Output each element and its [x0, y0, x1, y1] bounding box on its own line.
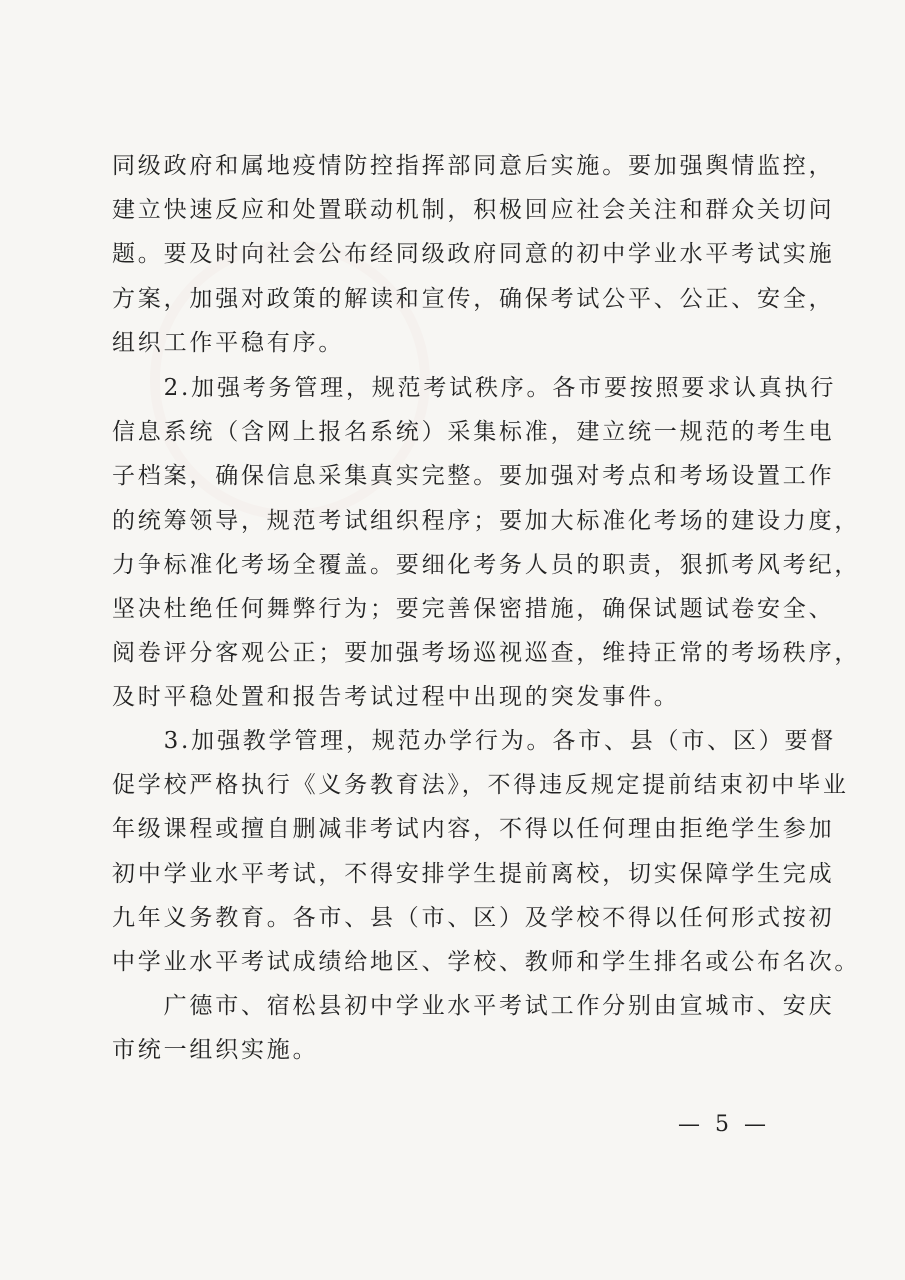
- text-line: 力争标准化考场全覆盖。要细化考务人员的职责，狠抓考风考纪，: [112, 551, 861, 578]
- text-line: 广德市、宿松县初中学业水平考试工作分别由宣城市、安庆: [112, 993, 835, 1019]
- paragraph-3: [112, 719, 861, 984]
- text-line: 方案，加强对政策的解读和宣传，确保考试公平、公正、安全，: [112, 285, 835, 312]
- text-line: 九年义务教育。各市、县（市、区）及学校不得以任何形式按初: [112, 904, 835, 931]
- text-line: 题。要及时向社会公布经同级政府同意的初中学业水平考试实施: [112, 241, 835, 268]
- text-line: 同级政府和属地疫情防控指挥部同意后实施。要加强舆情监控，: [112, 153, 835, 179]
- text-line: 阅卷评分客观公正；要加强考场巡视巡查，维持正常的考场秩序，: [112, 640, 861, 667]
- page-number: — 5 —: [678, 1112, 770, 1137]
- text-line: 组织工作平稳有序。: [112, 329, 345, 356]
- text-line: 初中学业水平考试，不得安排学生提前离校，切实保障学生完成: [112, 860, 835, 887]
- text-line: 年级课程或擅自删减非考试内容，不得以任何理由拒绝学生参加: [112, 816, 835, 843]
- text-line: 信息系统（含网上报名系统）采集标准，建立统一规范的考生电: [112, 419, 835, 446]
- text-line: 及时平稳处置和报告考试过程中出现的突发事件。: [112, 684, 680, 711]
- text-line: 坚决杜绝任何舞弊行为；要完善保密措施，确保试题试卷安全、: [112, 596, 835, 623]
- text-line: 建立快速反应和处置联动机制，积极回应社会关注和群众关切问: [112, 197, 835, 224]
- text-line: 的统筹领导，规范考试组织程序；要加大标准化考场的建设力度，: [112, 507, 861, 534]
- text-line: 促学校严格执行《义务教育法》，不得违反规定提前结束初中毕业: [112, 772, 849, 799]
- text-line: 3.加强教学管理，规范办学行为。各市、县（市、区）要督: [112, 728, 837, 754]
- text-line: 2.加强考务管理，规范考试秩序。各市要按照要求认真执行: [112, 375, 837, 401]
- text-line: 中学业水平考试成绩给地区、学校、教师和学生排名或公布名次。: [112, 949, 861, 976]
- paragraph-4: [112, 984, 835, 1072]
- paragraph-1: [112, 144, 835, 365]
- text-line: 市统一组织实施。: [112, 1037, 319, 1064]
- paragraph-2: [112, 366, 861, 720]
- text-line: 子档案，确保信息采集真实完整。要加强对考点和考场设置工作: [112, 463, 835, 490]
